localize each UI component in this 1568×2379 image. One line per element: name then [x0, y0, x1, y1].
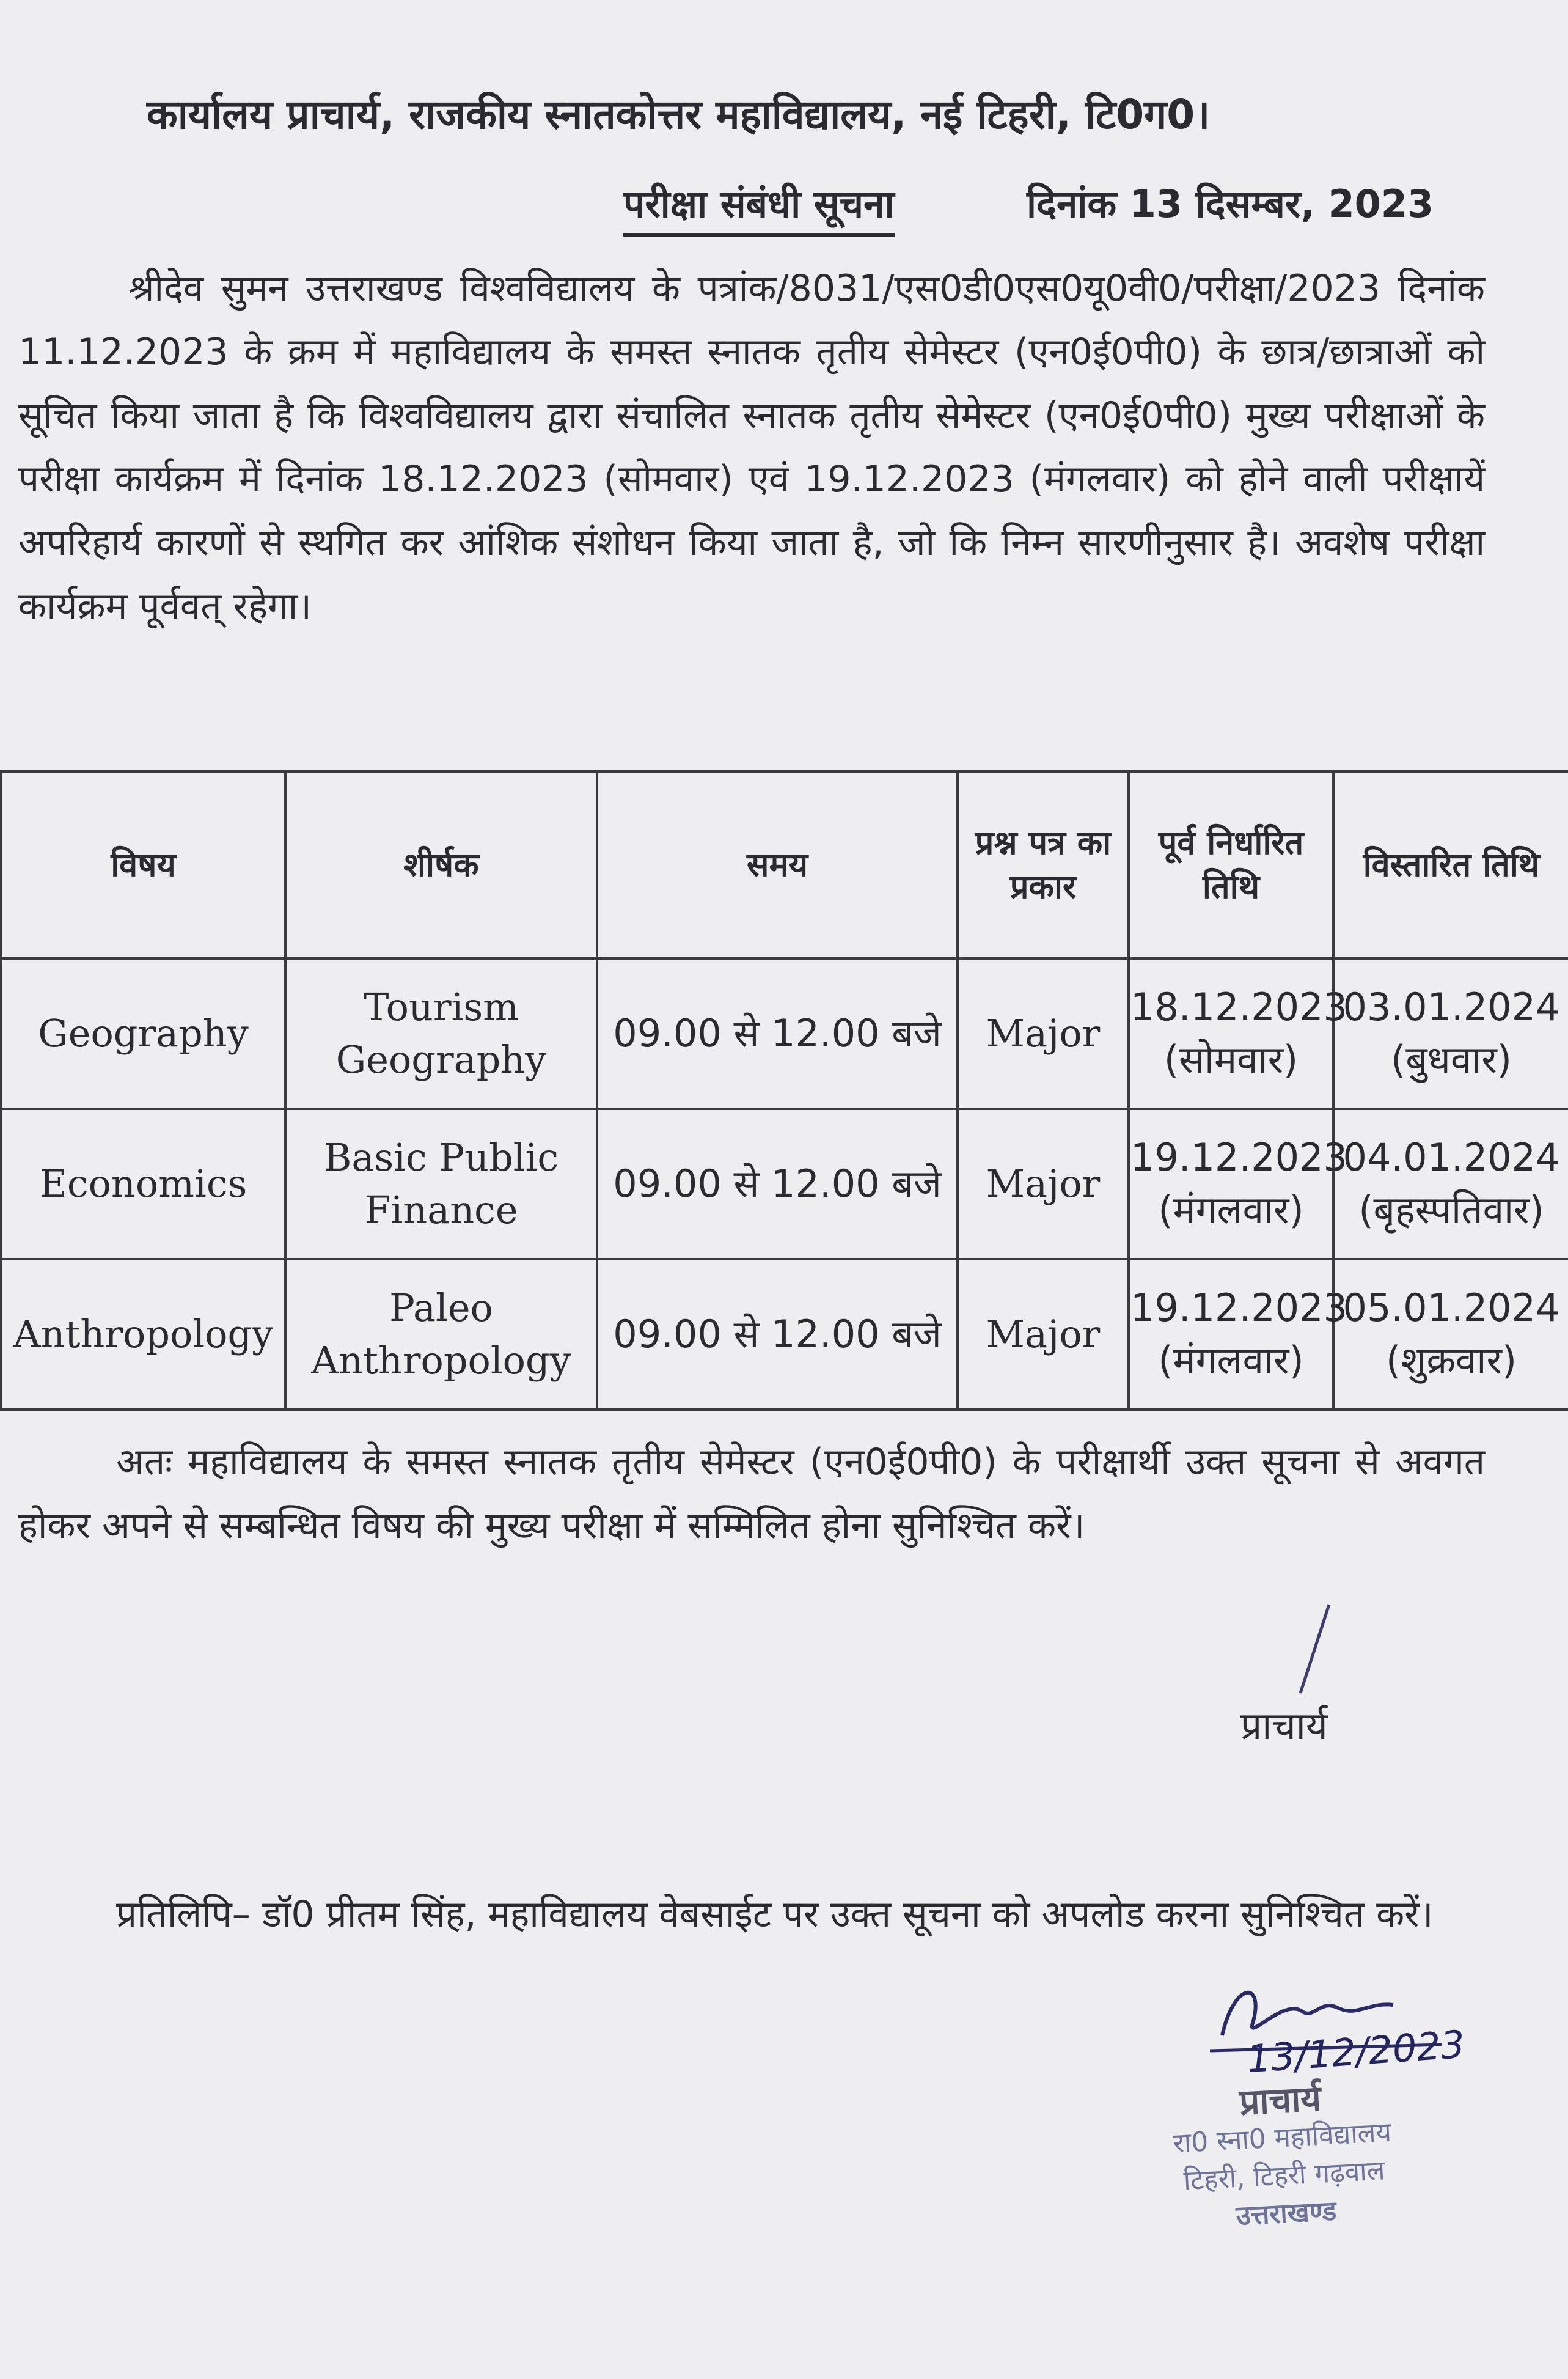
header-subject: विषय	[1, 771, 285, 958]
stamp-line-state: उत्तराखण्ड	[1235, 2195, 1338, 2232]
extended-day-value: (बुधवार)	[1391, 1037, 1512, 1082]
header-scheduled-date: पूर्व निर्धारित तिथि	[1129, 771, 1333, 958]
office-heading: कार्यालय प्राचार्य, राजकीय स्नातकोत्तर महाविद्यालय, नई टिहरी, टि0ग0।	[147, 91, 1211, 138]
cell-time: 09.00 से 12.00 बजे	[597, 1259, 958, 1410]
table-header-row	[1, 771, 1568, 958]
notice-paragraph-copy: प्रतिलिपि– डॉ0 प्रीतम सिंह, महाविद्यालय वेबसाईट पर उक्त सूचना को अपलोड करना सुनिश्चित करें।	[116, 1893, 1434, 1936]
signature-stroke-icon	[1295, 1601, 1332, 1699]
table-row	[1, 1259, 1568, 1410]
cell-subject: Geography	[1, 958, 285, 1109]
extended-date-value: 05.01.2024	[1343, 1285, 1560, 1330]
extended-date-value: 03.01.2024	[1343, 985, 1560, 1029]
table-row	[1, 958, 1568, 1109]
scheduled-day-value: (मंगलवार)	[1158, 1188, 1304, 1232]
notice-paragraph-main: श्रीदेव सुमन उत्तराखण्ड विश्वविद्यालय के पत्रांक/8031/एस0डी0एस0यू0वी0/परीक्षा/2023 दिनांक 11.12.2023 के क्रम में महाविद्यालय के समस्त स्नातक तृतीय सेमेस्टर (एन0ई0पी0) के छात्र/छात्राओं को सूचित किया जाता है कि विश्वविद्यालय द्वारा संचालित स्नातक तृतीय सेमेस्टर (एन0ई0पी0) मुख्य परीक्षाओं के परीक्षा कार्यक्रम में दिनांक 18.12.2023 (सोमवार) एवं 19.12.2023 (मंगलवार) को होने वाली परीक्षायें अपरिहार्य कारणों से स्थगित कर आंशिक संशोधन किया जाता है, जो कि निम्न सारणीनुसार है। अवशेष परीक्षा कार्यक्रम पूर्ववत् रहेगा।	[18, 267, 1485, 628]
header-paper-type: प्रश्न पत्र का प्रकार	[958, 771, 1129, 958]
cell-paper-type: Major	[958, 1109, 1129, 1259]
extended-day-value: (शुक्रवार)	[1385, 1338, 1517, 1383]
notice-date: दिनांक 13 दिसम्बर, 2023	[1027, 182, 1434, 226]
scheduled-date-value: 19.12.2023	[1130, 1285, 1347, 1330]
cell-extended-date	[1333, 1109, 1568, 1259]
cell-paper-type: Major	[958, 1259, 1129, 1410]
table-row	[1, 1109, 1568, 1259]
stamp-line-location: टिहरी, टिहरी गढ़वाल	[1182, 2155, 1386, 2197]
cell-scheduled-date	[1129, 1109, 1347, 1259]
scheduled-day-value: (सोमवार)	[1163, 1037, 1299, 1082]
notice-paragraph-instruction: अतः महाविद्यालय के समस्त स्नातक तृतीय सेमेस्टर (एन0ई0पी0) के परीक्षार्थी उक्त सूचना से अवगत होकर अपने से सम्बन्धित विषय की मुख्य परीक्षा में सम्मिलित होना सुनिश्चित करें।	[18, 1441, 1485, 1547]
notice-subject: परीक्षा संबंधी सूचना	[623, 177, 895, 237]
cell-title: Paleo Anthropology	[285, 1259, 597, 1410]
header-extended-date: विस्तारित तिथि	[1333, 771, 1568, 958]
extended-day-value: (बृहस्पतिवार)	[1358, 1188, 1544, 1232]
cell-paper-type: Major	[958, 958, 1129, 1109]
extended-date-value: 04.01.2024	[1343, 1135, 1560, 1180]
cell-extended-date	[1333, 958, 1568, 1109]
stamp-title: प्राचार्य	[1238, 2077, 1322, 2123]
cell-title: Basic Public Finance	[285, 1109, 597, 1259]
header-time: समय	[597, 771, 958, 958]
signature-date: 13/12/2023	[1245, 2021, 1467, 2082]
header-title: शीर्षक	[285, 771, 597, 958]
signature-and-stamp	[1088, 1974, 1515, 2317]
scheduled-date-value: 18.12.2023	[1130, 985, 1347, 1029]
cell-subject: Economics	[1, 1109, 285, 1259]
cell-subject: Anthropology	[1, 1259, 285, 1410]
scheduled-date-value: 19.12.2023	[1130, 1135, 1347, 1180]
cell-time: 09.00 से 12.00 बजे	[597, 1109, 958, 1259]
cell-title: Tourism Geography	[285, 958, 597, 1109]
cell-extended-date	[1333, 1259, 1568, 1410]
principal-label: प्राचार्य	[1240, 1704, 1328, 1748]
cell-scheduled-date	[1129, 958, 1347, 1109]
stamp-line-college: रा0 स्ना0 महाविद्यालय	[1172, 2116, 1393, 2160]
cell-time: 09.00 से 12.00 बजे	[597, 958, 958, 1109]
exam-schedule-table	[0, 770, 1568, 1411]
principal-stamp	[1096, 2072, 1470, 2242]
scheduled-day-value: (मंगलवार)	[1158, 1338, 1304, 1383]
cell-scheduled-date	[1129, 1259, 1347, 1410]
